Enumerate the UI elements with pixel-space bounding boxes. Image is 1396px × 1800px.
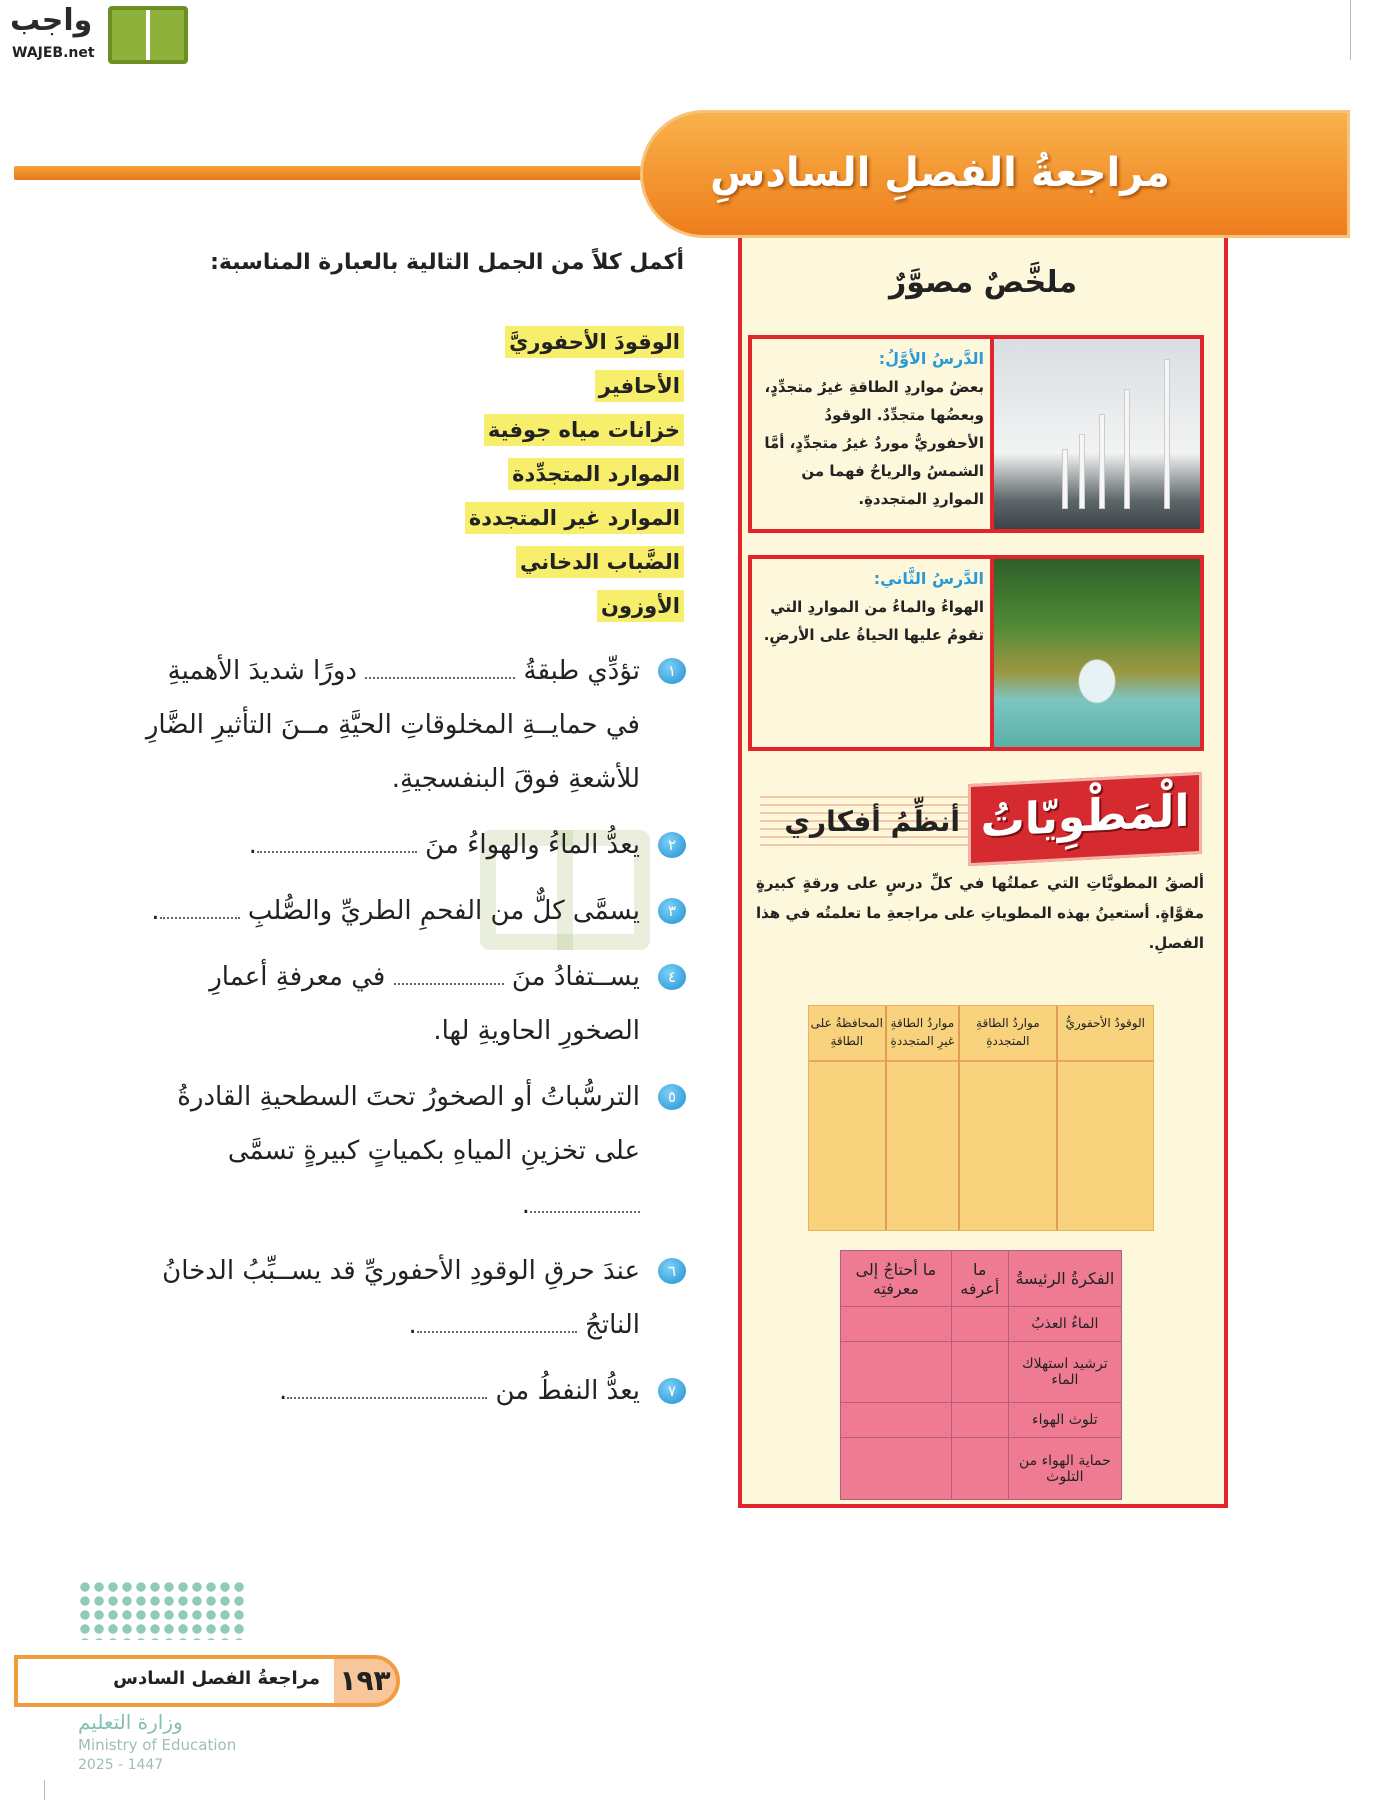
summary-title: ملخَّصٌ مصوَّرٌ	[888, 265, 1078, 300]
foldables-badge-text: الْمَطْوِيّاتُ	[980, 785, 1190, 848]
answer-blank[interactable]	[287, 1385, 487, 1399]
word-bank-item: الموارد غير المتجددة	[465, 502, 684, 534]
question-6	[140, 1244, 684, 1352]
table-row-label: ترشيد استهلاك الماء	[1008, 1341, 1121, 1403]
wajeb-book-logo-icon	[108, 6, 188, 64]
table-row-label: تلوث الهواء	[1008, 1403, 1121, 1438]
question-text: عندَ حرقِ الوقودِ الأحفوريِّ قد يســبِّبُ الدخانُ الناتجُ	[162, 1256, 640, 1340]
lesson-1-card	[748, 335, 1204, 533]
question-text: .	[248, 830, 257, 860]
question-text: .	[278, 1376, 288, 1406]
table-header: الفكرةُ الرئيسةُ	[1008, 1251, 1121, 1307]
table-row-label: الماءُ العذبُ	[1008, 1307, 1121, 1342]
table-header: مواردُ الطاقةِ المتجددةِ	[960, 1006, 1055, 1062]
question-number: ٥	[658, 1084, 686, 1110]
table-header: الوقودُ الأحفوريُّ	[1058, 1006, 1153, 1062]
wind-turbines-image	[990, 339, 1200, 529]
foldables-instructions: ألصقُ المطويَّاتِ التي عملتُها في كلِّ درسٍ على ورقةٍ كبيرةٍ مقوَّاةٍ. أستعينُ بهذه المطوياتِ على مراجعةِ ما تعلمتُه في هذا الفصلِ.	[756, 874, 1204, 952]
page-number: ١٩٣	[334, 1659, 396, 1703]
question-text: الترسُّباتُ أو الصخورُ تحتَ السطحيةِ القادرةُ على تخزينِ المياهِ بكمياتٍ كبيرةٍ تسمَّى	[177, 1082, 640, 1166]
logo-latin: WAJEB.net	[12, 45, 95, 61]
question-text: يســتفادُ منَ	[511, 962, 640, 992]
crop-mark	[44, 1780, 45, 1800]
table-header: مواردُ الطاقةِ غيرِ المتجددةِ	[887, 1006, 959, 1062]
answer-blank[interactable]	[417, 1319, 577, 1333]
question-7	[140, 1364, 684, 1418]
word-bank-item: الأوزون	[597, 590, 684, 622]
question-text: تؤدِّي طبقةُ	[523, 656, 640, 686]
foldable-pink-table	[840, 1250, 1122, 1500]
lesson-1-text: بعضُ مواردِ الطاقةِ غيرُ متجدِّدٍ، وبعضُها متجدِّدٌ. الوقودُ الأحفوريُّ موردٌ غيرُ متجدِّدٍ، أمَّا الشمسُ والرياحُ فهما من المواردِ المتجددةِ.	[764, 378, 984, 508]
question-number: ٢	[658, 832, 686, 858]
question-number: ٤	[658, 964, 686, 990]
question-number: ١	[658, 658, 686, 684]
answer-blank[interactable]	[257, 839, 417, 853]
question-3	[140, 884, 684, 938]
logo-arabic: واجب	[10, 3, 93, 38]
foldables-badge	[968, 772, 1202, 866]
foldables-subtitle: أنظِّمُ أفكاري	[784, 805, 960, 838]
page-title: مراجعةُ الفصلِ السادسِ	[710, 150, 1170, 196]
word-bank-item: الوقودَ الأحفوريَّ	[505, 326, 684, 358]
waterfall-image	[990, 559, 1200, 747]
ministry-logo-icon	[78, 1580, 248, 1640]
edition-year: 2025 - 1447	[78, 1757, 164, 1773]
question-text: دورًا شديدَ الأهميةِ في حمايــةِ المخلوقاتِ الحيَّةِ مــنَ التأثيرِ الضَّارِ للأشعةِ فوقَ البنفسجيةِ.	[145, 656, 640, 794]
question-text: .	[151, 896, 160, 926]
header-rule	[14, 166, 654, 180]
question-text: في معرفةِ أعمارِ الصخورِ الحاويةِ لها.	[209, 962, 640, 1046]
table-header: ما أحتاجُ إلى معرفتِه	[841, 1251, 952, 1307]
question-4	[140, 950, 684, 1058]
footer-chapter-title: مراجعةُ الفصل السادس	[113, 1668, 320, 1689]
question-5	[140, 1070, 684, 1232]
ministry-name-ar: وزارة التعليم	[78, 1710, 183, 1734]
table-header: المحافظةُ على الطاقةِ	[809, 1006, 885, 1062]
lesson-2-title: الدَّرسُ الثَّاني:	[873, 569, 984, 588]
question-text: يسمَّى كلٌّ من الفحمِ الطريِّ والصُّلبِ	[247, 896, 640, 926]
ministry-name-en: Ministry of Education	[78, 1736, 237, 1754]
answer-blank[interactable]	[394, 971, 504, 985]
question-text: يعدُّ الماءُ والهواءُ منَ	[425, 830, 640, 860]
question-number: ٦	[658, 1258, 686, 1284]
word-bank-item: الضَّباب الدخاني	[516, 546, 684, 578]
question-2	[140, 818, 684, 872]
question-number: ٣	[658, 898, 686, 924]
word-bank-item: الموارد المتجدِّدة	[508, 458, 684, 490]
question-1	[140, 644, 684, 806]
exercise-heading: أكمل كلاً من الجمل التالية بالعبارة المناسبة:	[210, 250, 684, 275]
answer-blank[interactable]	[160, 905, 240, 919]
question-number: ٧	[658, 1378, 686, 1404]
answer-blank[interactable]	[365, 665, 515, 679]
crop-mark	[1350, 0, 1351, 60]
question-list	[140, 644, 684, 1418]
lesson-2-card	[748, 555, 1204, 751]
table-row-label: حماية الهواء من التلوث	[1008, 1438, 1121, 1500]
table-header: ما أعرفه	[951, 1251, 1008, 1307]
foldable-orange-table	[808, 1005, 1154, 1231]
question-text: يعدُّ النفطُ من	[495, 1376, 640, 1406]
answer-blank[interactable]	[530, 1199, 640, 1213]
question-text: .	[408, 1310, 417, 1340]
lesson-1-title: الدَّرسُ الأوَّلُ:	[878, 349, 984, 368]
lesson-2-text: الهواءُ والماءُ من المواردِ التي تقومُ عليها الحياةُ على الأرضِ.	[763, 598, 984, 644]
question-text: .	[521, 1190, 530, 1220]
word-bank-item: خزانات مياه جوفية	[484, 414, 684, 446]
word-bank-item: الأحافير	[595, 370, 684, 402]
